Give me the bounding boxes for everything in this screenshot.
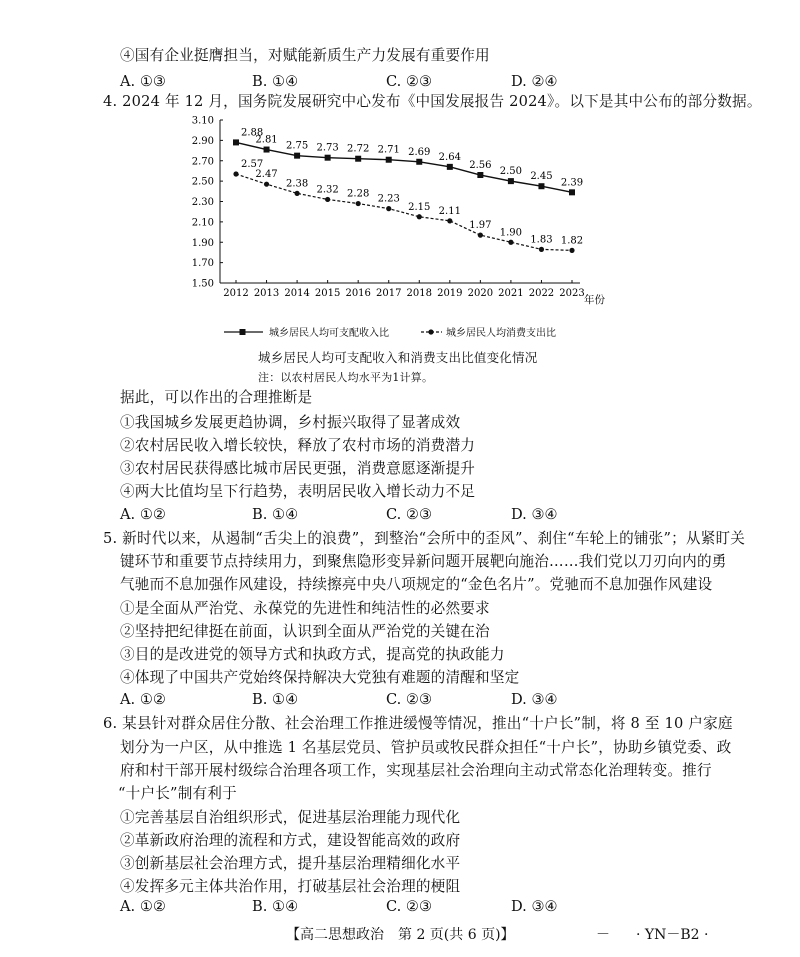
income-ratio-point bbox=[447, 164, 453, 170]
legend-dot-marker bbox=[428, 329, 433, 334]
income-ratio-point bbox=[355, 156, 361, 162]
q6-stem-line3: 府和村干部开展村级综合治理各项工作，实现基层社会治理向主动式常态化治理转变。推行 bbox=[120, 762, 712, 779]
q5-stem-line3: 气驰而不息加强作风建设，持续擦亮中央八项规定的“金色名片”。党驰而不息加强作风建设 bbox=[120, 576, 713, 593]
y-tick-label: 1.50 bbox=[191, 278, 214, 290]
consumption-ratio-point bbox=[478, 233, 483, 238]
income-ratio-point bbox=[569, 189, 575, 195]
x-tick-label: 2021 bbox=[498, 288, 524, 299]
q4-option-d: D. ③④ bbox=[511, 506, 558, 523]
consumption-ratio-data-label: 2.15 bbox=[408, 201, 431, 213]
x-tick-label: 2020 bbox=[467, 288, 494, 299]
x-tick-label: 2012 bbox=[223, 288, 249, 299]
q3-item4: ④国有企业挺膺担当，对赋能新质生产力发展有重要作用 bbox=[120, 47, 490, 64]
q4-option-a: A. ①② bbox=[120, 506, 166, 523]
consumption-ratio-point bbox=[569, 248, 574, 253]
q6-item1: ①完善基层自治组织形式，促进基层治理能力现代化 bbox=[120, 809, 461, 826]
income-ratio-point bbox=[416, 159, 422, 165]
income-ratio-data-label: 2.72 bbox=[347, 143, 370, 155]
income-ratio-data-label: 2.39 bbox=[560, 177, 584, 189]
x-tick-label: 2019 bbox=[437, 288, 463, 299]
q4-item4: ④两大比值均呈下行趋势，表明居民收入增长动力不足 bbox=[120, 483, 476, 500]
chart-title: 城乡居民人均可支配收入和消费支出比值变化情况 bbox=[258, 350, 538, 365]
consumption-ratio-point bbox=[447, 218, 452, 223]
q4-item1: ①我国城乡发展更趋协调，乡村振兴取得了显著成效 bbox=[120, 414, 461, 431]
q4-stem: 4. 2024 年 12 月，国务院发展研究中心发布《中国发展报告 2024》。以下是其中公布的部分数据。 bbox=[103, 93, 762, 110]
q5-option-c: C. ②③ bbox=[386, 691, 433, 708]
q4-option-c: C. ②③ bbox=[386, 506, 433, 523]
q4-option-b: B. ①④ bbox=[252, 506, 299, 523]
q6-item2: ②革新政府治理的流程和方式，建设智能高效的政府 bbox=[120, 832, 461, 849]
consumption-ratio-data-label: 2.57 bbox=[241, 158, 264, 170]
consumption-ratio-data-label: 2.47 bbox=[255, 169, 278, 181]
q6-item3: ③创新基层社会治理方式，提升基层治理精细化水平 bbox=[120, 855, 461, 872]
legend-label-income: 城乡居民人均可支配收入比 bbox=[269, 328, 389, 339]
q5-option-d: D. ③④ bbox=[511, 691, 558, 708]
y-tick-label: 2.10 bbox=[191, 217, 214, 229]
income-ratio-point bbox=[477, 172, 483, 178]
consumption-ratio-point bbox=[539, 247, 544, 252]
income-ratio-data-label: 2.69 bbox=[408, 146, 431, 158]
q5-option-b: B. ①④ bbox=[252, 691, 299, 708]
consumption-ratio-point bbox=[356, 201, 361, 206]
consumption-ratio-data-label: 2.38 bbox=[285, 178, 309, 190]
y-tick-label: 2.90 bbox=[191, 135, 214, 147]
chart-y-ticks bbox=[192, 116, 223, 290]
income-ratio-point bbox=[325, 155, 331, 161]
y-tick-label: 1.70 bbox=[191, 258, 214, 270]
consumption-ratio-data-label: 1.82 bbox=[560, 235, 584, 247]
income-ratio-data-label: 2.88 bbox=[241, 127, 264, 139]
chart-legend bbox=[224, 326, 556, 339]
consumption-ratio-point bbox=[325, 197, 330, 202]
y-tick-label: 2.30 bbox=[191, 197, 214, 208]
income-ratio-data-label: 2.73 bbox=[316, 142, 339, 154]
x-tick-label: 2018 bbox=[406, 288, 432, 299]
consumption-ratio-data-label: 1.90 bbox=[499, 227, 523, 239]
q5-stem-line1: 5. 新时代以来，从遏制“舌尖上的浪费”，到整治“会所中的歪风”、刹住“车轮上的铺张”；从紧盯关 bbox=[103, 530, 746, 547]
q5-item3: ③目的是改进党的领导方式和执政方式，提高党的执政能力 bbox=[120, 646, 505, 663]
q6-option-a: A. ①② bbox=[120, 898, 166, 915]
x-tick-label: 2017 bbox=[376, 288, 402, 299]
income-ratio-data-label: 2.64 bbox=[438, 151, 461, 163]
x-tick-label: 2016 bbox=[345, 288, 371, 299]
consumption-ratio-data-label: 2.28 bbox=[347, 188, 370, 200]
page-footer-title: 【高二思想政治 第 2 页(共 6 页)】 bbox=[286, 927, 515, 943]
income-ratio-point bbox=[386, 157, 392, 163]
consumption-ratio-point bbox=[294, 191, 299, 196]
consumption-ratio-data-label: 2.23 bbox=[377, 193, 400, 205]
q5-stem-line2: 键环节和重要节点持续用力，到聚焦隐形变异新问题开展靶向施治……我们党以刀刃向内的勇 bbox=[120, 553, 727, 570]
consumption-ratio-data-label: 1.83 bbox=[530, 234, 553, 246]
q6-option-b: B. ①④ bbox=[252, 898, 299, 915]
y-tick-label: 1.90 bbox=[191, 237, 214, 249]
income-ratio-data-label: 2.50 bbox=[499, 166, 523, 178]
x-tick-label: 2022 bbox=[528, 288, 555, 299]
q6-stem-line1: 6. 某县针对群众居住分散、社会治理工作推进缓慢等情况，推出“十户长”制，将 8 至 10 户家庭 bbox=[103, 715, 733, 732]
q6-stem-line4: “十户长”制有利于 bbox=[118, 785, 237, 802]
y-tick-label: 2.70 bbox=[191, 156, 214, 168]
income-ratio-point bbox=[233, 139, 239, 145]
y-tick-label: 2.50 bbox=[191, 176, 214, 188]
q4-item2: ②农村居民收入增长较快，释放了农村市场的消费潜力 bbox=[120, 437, 476, 454]
q3-option-d: D. ②④ bbox=[511, 73, 558, 90]
q5-item2: ②坚持把纪律挺在前面，认识到全面从严治党的关键在治 bbox=[120, 623, 490, 640]
x-tick-label: 2014 bbox=[284, 288, 310, 299]
income-ratio-data-label: 2.45 bbox=[530, 171, 553, 183]
consumption-ratio-point bbox=[508, 240, 513, 245]
q6-option-d: D. ③④ bbox=[511, 898, 558, 915]
q5-option-a: A. ①② bbox=[120, 691, 166, 708]
chart-x-label: 年份 bbox=[584, 294, 605, 306]
q3-option-b: B. ①④ bbox=[252, 73, 299, 90]
x-tick-label: 2013 bbox=[253, 288, 280, 299]
income-ratio-data-label: 2.56 bbox=[469, 160, 492, 172]
consumption-ratio-point bbox=[417, 214, 422, 219]
x-tick-label: 2023 bbox=[559, 288, 585, 299]
q3-option-c: C. ②③ bbox=[386, 73, 433, 90]
q4-lead: 据此，可以作出的合理推断是 bbox=[120, 389, 313, 406]
chart-note: 注：以农村居民人均水平为1计算。 bbox=[258, 371, 434, 384]
q6-stem-line2: 划分为一户区，从中推选 1 名基层党员、管护员或牧民群众担任“十户长”，协助乡镇党委、政 bbox=[120, 739, 732, 756]
consumption-ratio-data-label: 2.11 bbox=[438, 205, 461, 217]
q5-item4: ④体现了中国共产党始终保持解决大党独有难题的清醒和坚定 bbox=[120, 669, 520, 686]
legend-square-marker bbox=[240, 329, 246, 335]
y-tick-label: 3.10 bbox=[191, 115, 214, 127]
ratio-line-chart bbox=[0, 0, 800, 400]
income-ratio-point bbox=[264, 147, 270, 153]
income-ratio-data-label: 2.81 bbox=[255, 134, 278, 146]
income-ratio-point bbox=[294, 153, 300, 159]
income-ratio-point bbox=[508, 178, 514, 184]
q3-option-a: A. ①③ bbox=[120, 73, 166, 90]
chart-series bbox=[233, 127, 583, 253]
q6-option-c: C. ②③ bbox=[386, 898, 433, 915]
consumption-ratio-data-label: 1.97 bbox=[469, 220, 492, 232]
footer-code: · YN－B2 · bbox=[636, 927, 709, 943]
footer-dash: － bbox=[596, 927, 610, 943]
consumption-ratio-point bbox=[386, 206, 391, 211]
q6-item4: ④发挥多元主体共治作用，打破基层社会治理的梗阻 bbox=[120, 878, 461, 895]
income-ratio-data-label: 2.75 bbox=[285, 140, 309, 152]
x-tick-label: 2015 bbox=[314, 288, 341, 299]
legend-label-consumption: 城乡居民人均消费支出比 bbox=[446, 328, 556, 339]
income-ratio-data-label: 2.71 bbox=[377, 144, 400, 156]
q4-item3: ③农村居民获得感比城市居民更强，消费意愿逐渐提升 bbox=[120, 460, 476, 477]
consumption-ratio-data-label: 2.32 bbox=[316, 184, 339, 196]
consumption-ratio-point bbox=[264, 182, 269, 187]
q5-item1: ①是全面从严治党、永葆党的先进性和纯洁性的必然要求 bbox=[120, 600, 490, 617]
income-ratio-point bbox=[538, 183, 544, 189]
consumption-ratio-point bbox=[233, 171, 238, 176]
